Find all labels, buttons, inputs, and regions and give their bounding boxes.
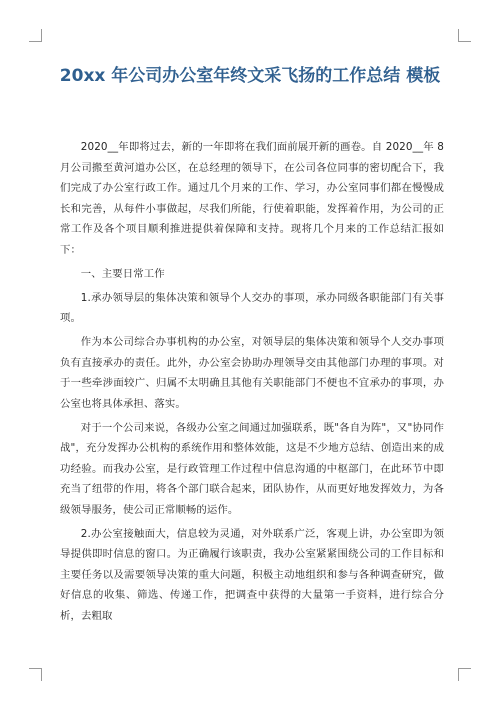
section-heading: 一、主要日常工作	[80, 267, 165, 280]
paragraph-item-1-coordination: 对于一个公司来说，各级办公室之间通过加强联系，既"各自为阵"，又"协同作战"，充分发挥办公机构的系统作用和整体效能，这是不少地方总结、创造出来的成功经验。而我办公室，是行政管理工作过程中信息沟通的中枢部门，在此环节中即充当了纽带的作用，将各个部门联合起来，团队协作，从而更好地发挥效力，为各级领导服务，使公司正常顺畅的运作。	[60, 421, 444, 516]
crop-mark-top-left	[29, 29, 42, 42]
document-title: 20xx 年公司办公室年终文采飞扬的工作总结 模板	[59, 66, 441, 86]
paragraph-item-1: 1.承办领导层的集体决策和领导个人交办的事项，承办同级各职能部门有关事项。	[60, 291, 444, 325]
paragraph-item-1-detail: 作为本公司综合办事机构的办公室，对领导层的集体决策和领导个人交办事项负有直接承办的责任。此外，办公室会协助办理领导交由其他部门办理的事项。对于一些牵涉面较广、归属不太明确且其他有关职能部门不便也不宜承办的事项，办公室也将具体承担、落实。	[60, 336, 444, 410]
crop-mark-bottom-right	[458, 668, 471, 681]
crop-mark-top-right	[458, 29, 471, 42]
paragraph-item-2: 2.办公室接触面大，信息较为灵通，对外联系广泛，客观上讲，办公室即为领导提供即时信息的窗口。为正确履行该职责，我办公室紧紧围绕公司的工作目标和主要任务以及需要领导决策的重大问题，积极主动地组织和参与各种调查研究，做好信息的收集、筛选、传递工作，把调查中获得的大量第一手资料，进行综合分析，去粗取	[60, 527, 444, 622]
document-body	[60, 137, 444, 630]
paragraph-intro: 2020__年即将过去，新的一年即将在我们面前展开新的画卷。自 2020__年 8 月公司搬至黄河道办公区，在总经理的领导下，在公司各位同事的密切配合下，我们完成了办公室行政工作。通过几个月来的工作、学习，办公室同事们都在慢慢成长和完善，从每件小事做起，尽我们所能，行使着职能，发挥着作用，为公司的正常工作及各个项目顺利推进提供着保障和支持。现将几个月来的工作总结汇报如下：	[60, 141, 444, 256]
crop-mark-bottom-left	[29, 668, 42, 681]
